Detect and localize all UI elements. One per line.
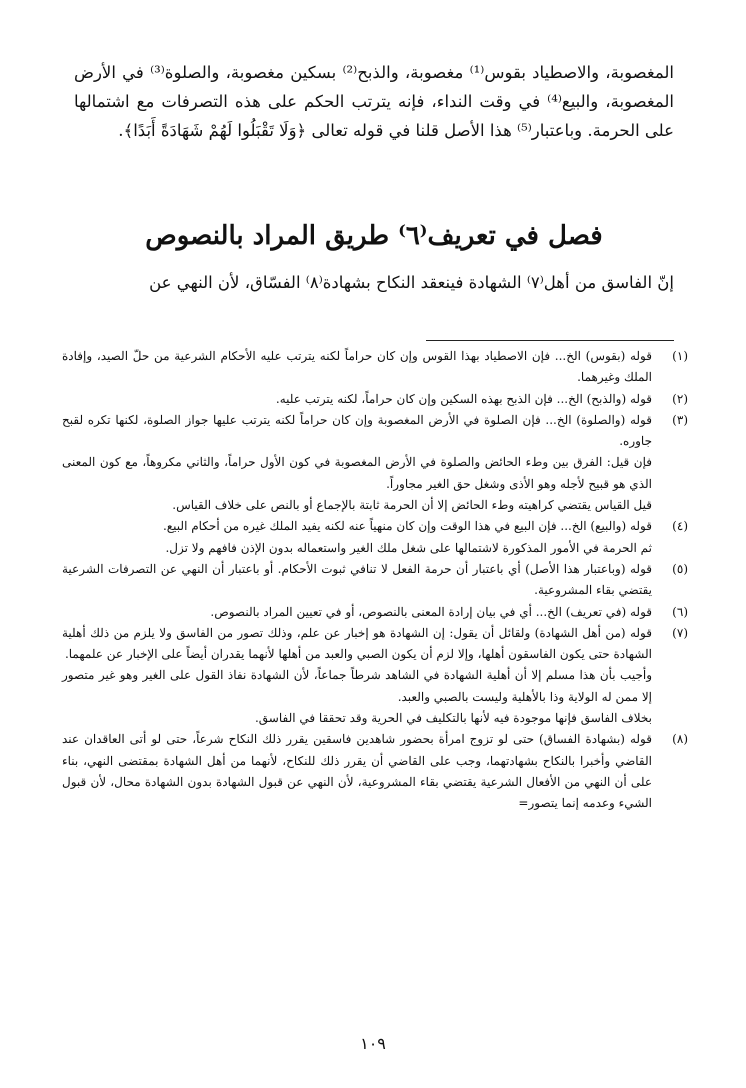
- footnote-item: [62, 410, 688, 453]
- footnote-number: (٧): [672, 625, 688, 640]
- footnote-item: [62, 389, 688, 410]
- footnote-number: (٣): [672, 412, 688, 427]
- footnote-item: [62, 602, 688, 623]
- footnote-item: [62, 729, 688, 814]
- footnote-number: (٢): [672, 391, 688, 406]
- footnote-text: قوله (في تعريف) الخ... أي في بيان إرادة المعنى بالنصوص، أو في تعيين المراد بالنصوص.: [210, 604, 652, 619]
- footnote-continuation: قيل القياس يقتضي كراهيته وطء الحائض إلا أن الحرمة ثابتة بالإجماع أو بالنص على خلاف القياس.: [172, 498, 652, 513]
- section-heading: فصل في تعريف⁽٦⁾ طريق المراد بالنصوص: [145, 221, 603, 251]
- main-paragraph: المغصوبة، والاصطياد بقوس⁽¹⁾ مغصوبة، والذبح⁽²⁾ بسكين مغصوبة، والصلوة⁽³⁾ في الأرض المغصوبة، والبيع⁽⁴⁾ في وقت النداء، فإنه يترتب الحكم على هذه التصرفات مع اشتمالها على الحرمة. وباعتبار⁽⁵⁾ هذا الأصل قلنا في قوله تعالى ﴿وَلَا تَقْبَلُوا لَهُمْ شَهَادَةً أَبَدًا﴾.: [74, 63, 675, 140]
- footnote-item: [62, 559, 688, 602]
- footnote-continuation: فإن قيل: الفرق بين وطء الحائض والصلوة في الأرض المغصوبة في كون الأول حراماً، والثاني مكروهاً، مع كون المعنى الذي هو قبيح لأجله وهو الأذى وشغل حق الغير مجاوراً.: [62, 455, 652, 491]
- section-opening-line: إنّ الفاسق من أهل⁽٧⁾ الشهادة فينعقد النكاح بشهادة⁽٨⁾ الفسّاق، لأن النهي عن: [149, 273, 674, 292]
- footnote-text: قوله (بقوس) الخ... فإن الاصطياد بهذا القوس وإن كان حراماً لكنه يترتب عليه الأحكام الشرعية من حلّ الصيد، وإفادة الملك وغيرهما.: [62, 349, 652, 385]
- footnote-number: (٤): [672, 519, 688, 534]
- footnote-continuation: بخلاف الفاسق فإنها موجودة فيه لأنها بالتكليف في الحرية وقد تحققا في الفاسق.: [254, 711, 652, 726]
- footnote-continuation: وأجيب بأن هذا مسلم إلا أن أهلية الشهادة في الشاهد شرطاً جماعاً، لأن الشهادة نفاذ القول على الغير وهو غير متصور إلا ممن له الولاية وذا بالأهلية وليست بالصبي والعبد.: [62, 668, 652, 704]
- page-number: ١٠٩: [360, 1034, 386, 1053]
- footnote-text: قوله (والبيع) الخ... فإن البيع في هذا الوقت وإن كان منهياً عنه لكنه يفيد الملك غيره من أحكام البيع.: [162, 519, 652, 534]
- footnote-text: قوله (وباعتبار هذا الأصل) أي باعتبار أن حرمة الفعل لا تنافي ثبوت الأحكام. أو باعتبار أن النهي عن التصرفات الشرعية يقتضي بقاء المشروعية.: [62, 561, 652, 598]
- footnote-text: قوله (والصلوة) الخ... فإن الصلوة في الأرض المغصوبة وإن كان حراماً لكنه يترتب عليها جواز الصلوة، لكنها تكره لقبح جاوره.: [62, 412, 652, 449]
- footnote-item: [62, 346, 688, 389]
- footnote-text: قوله (بشهادة الفساق) حتى لو تزوج امرأة بحضور شاهدين فاسقين يقرر ذلك النكاح شرعاً، حتى لو أتى العاقدان عند القاضي وأخبرا بالنكاح بشهادتهما، وجب على القاضي أن يقرر ذلك للنكاح، لأنهما من أهل الشهادة بمقتضى النهي، بناء على أن النهي من الأفعال الشرعية يقتضي بقاء المشروعية، لأن النهي عن قبول الشهادة بدون الشهادة محال، لأن قبول الشيء وعدمه إنما يتصور=: [62, 732, 652, 811]
- footnote-continuation: ثم الحرمة في الأمور المذكورة لاشتمالها على شغل ملك الغير واستعماله بدون الإذن فافهم ولا تزل.: [165, 540, 652, 555]
- footnote-text: قوله (والذبح) الخ... فإن الذبح بهذه السكين وإن كان حراماً، لكنه يترتب عليه.: [275, 391, 652, 406]
- footnote-number: (١): [672, 349, 688, 363]
- footnote-item: [62, 623, 688, 666]
- footnote-item: [62, 516, 688, 537]
- footnote-text: قوله (من أهل الشهادة) ولقائل أن يقول: إن الشهادة هو إخبار عن علم، وذلك تصور من الفاسق ولا يلزم من ذلك أهلية الشهادة حتى يكون الفاسقون أهلها، وإلا لزم أن يكون الصبي والعبد من أهلها لأنهما يقدران أيضاً على الإخبار عن علمهما.: [62, 625, 652, 662]
- footnote-number: (٥): [672, 561, 688, 576]
- footnote-separator: [426, 340, 674, 341]
- footnote-number: (٨): [672, 732, 688, 747]
- footnote-number: (٦): [672, 604, 688, 619]
- footnotes: [62, 346, 688, 815]
